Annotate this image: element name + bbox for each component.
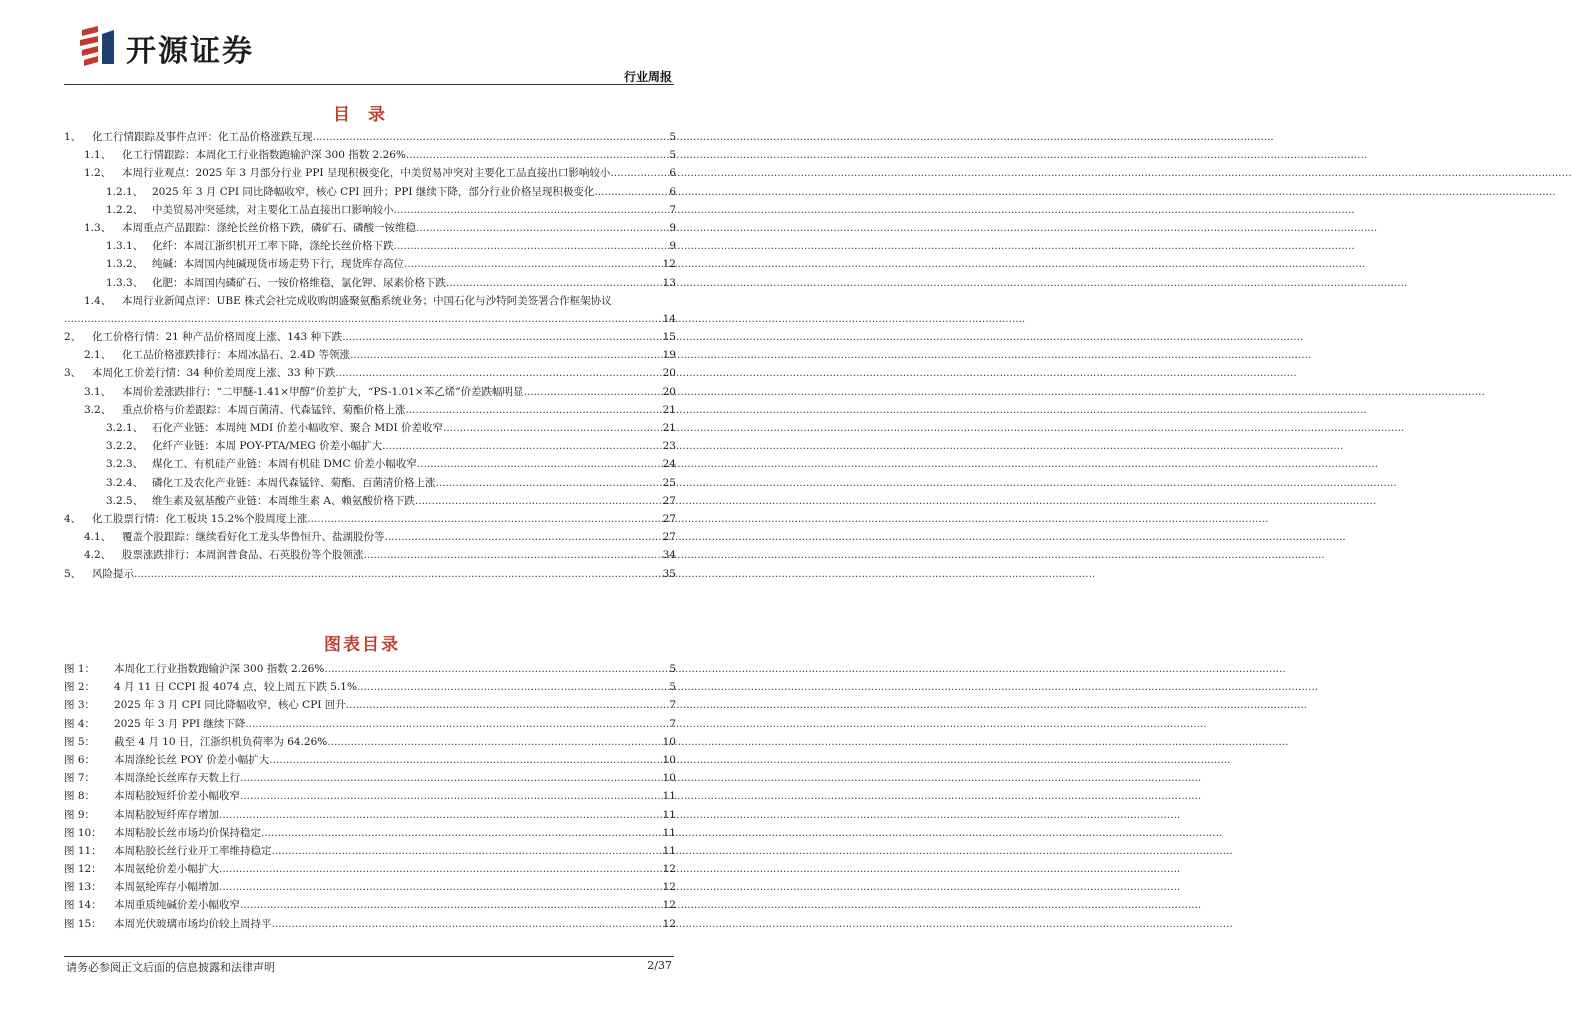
dot-leader [64, 310, 663, 328]
entry-text: 本周行业新闻点评：UBE 株式会社完成收购朗盛聚氨酯系统业务；中国石化与沙特阿美签署合作框架协议 [122, 294, 612, 307]
entry-number: 2.1、 [84, 349, 112, 362]
entry-text: 本周价差涨跌排行：“二甲醚-1.41×甲醇”价差扩大，“PS-1.01×苯乙烯”价差跌幅明显 [122, 385, 524, 398]
entry-number: 3、 [64, 367, 82, 380]
entry-page: 5 [669, 131, 676, 143]
entry-text: 化肥：本周国内磷矿石、一铵价格维稳，氯化钾、尿素价格下跌 [152, 276, 446, 289]
dot-leader [240, 896, 663, 914]
toc-list [64, 128, 676, 583]
dot-leader [357, 678, 669, 696]
entry-page: 10 [662, 753, 676, 766]
entry-number: 1、 [64, 131, 82, 143]
entry-text: 石化产业链：本周纯 MDI 价差小幅收窄、聚合 MDI 价差收窄 [152, 422, 443, 434]
entry-text: 磷化工及农化产业链：本周代森锰锌、菊酯、百菌清价格上涨 [152, 476, 436, 489]
dot-leader [350, 346, 663, 364]
dot-leader [417, 455, 663, 473]
toc-entry[interactable] [64, 510, 676, 528]
footer-divider [64, 956, 674, 957]
entry-text: 维生素及氨基酸产业链：本周维生素 A、赖氨酸价格下跌 [152, 494, 415, 507]
dot-leader [269, 751, 662, 769]
dot-leader [446, 274, 663, 292]
entry-page: 13 [662, 276, 676, 289]
entry-page: 20 [662, 385, 676, 398]
entry-page: 12 [662, 917, 676, 930]
entry-page: 7 [669, 717, 676, 730]
entry-text: 本周化工价差行情：34 种价差周度上涨、33 种下跌 [92, 367, 336, 380]
dot-leader [404, 255, 663, 273]
dot-leader [245, 715, 669, 733]
toc-entry[interactable] [64, 346, 676, 364]
entry-page: 5 [669, 681, 676, 694]
toc-entry[interactable] [64, 492, 676, 510]
entry-page: 14 [662, 312, 676, 325]
toc-entry[interactable] [64, 310, 676, 328]
entry-number: 1.2、 [84, 167, 112, 180]
dot-leader [406, 146, 669, 164]
toc-entry[interactable] [64, 696, 676, 714]
entry-number: 图 11： [64, 844, 102, 857]
report-header [64, 16, 674, 80]
entry-text: 本周粘胶短纤库存增加 [114, 808, 219, 821]
toc-entry[interactable] [64, 751, 676, 769]
toc-entry[interactable] [64, 733, 676, 751]
toc-entry[interactable] [64, 364, 676, 382]
page-number: 2/37 [647, 959, 672, 972]
dot-leader [394, 201, 670, 219]
footer-disclaimer: 请务必参阅正文后面的信息披露和法律声明 [66, 961, 275, 974]
entry-text: 本周化工行业指数跑输沪深 300 指数 2.26% [114, 663, 325, 675]
toc-entry[interactable] [64, 474, 676, 492]
entry-page: 15 [662, 331, 676, 344]
entry-number: 图 9： [64, 808, 96, 821]
entry-text: 2025 年 3 月 PPI 继续下降 [114, 717, 246, 730]
entry-text: 纯碱：本周国内纯碱现货市场走势下行，现货库存高位 [152, 258, 404, 271]
toc-entry[interactable] [64, 164, 676, 182]
dot-leader [219, 878, 663, 896]
toc-entry[interactable] [64, 128, 676, 146]
toc-entry[interactable] [64, 201, 676, 219]
dot-leader [385, 528, 663, 546]
dot-leader [415, 492, 663, 510]
entry-text: 化工行情跟踪：本周化工行业指数跑输沪深 300 指数 2.26% [122, 149, 406, 162]
entry-number: 3.2.5、 [106, 494, 144, 507]
kaiyuan-logo-icon [76, 24, 120, 68]
entry-text: 煤化工、有机硅产业链：本周有机硅 DMC 价差小幅收窄 [152, 458, 417, 471]
entry-number: 3.1、 [84, 385, 112, 398]
entry-page: 12 [662, 881, 676, 894]
entry-page: 21 [662, 403, 676, 416]
entry-number: 3.2.2、 [106, 440, 144, 453]
entry-page: 7 [669, 699, 676, 712]
entry-number: 图 15： [64, 917, 102, 930]
dot-leader [346, 696, 670, 714]
entry-text: 化工品价格涨跌排行：本周冰晶石、2.4D 等领涨 [122, 349, 350, 362]
entry-text: 本周涤纶长丝库存天数上行 [114, 772, 240, 785]
entry-page: 5 [669, 663, 676, 675]
dot-leader [219, 806, 663, 824]
entry-page: 6 [669, 167, 676, 180]
entry-page: 19 [662, 349, 676, 362]
toc-entry[interactable] [64, 565, 676, 583]
entry-number: 1.4、 [84, 294, 112, 307]
dot-leader [382, 437, 663, 455]
dot-leader [327, 733, 662, 751]
entry-number: 图 13： [64, 881, 102, 894]
entry-number: 图 3： [64, 699, 96, 712]
entry-text: 化纤产业链：本周 POY-PTA/MEG 价差小幅扩大 [152, 440, 383, 453]
entry-text: 本周粘胶长丝市场均价保持稳定 [114, 826, 261, 839]
entry-number: 图 10： [64, 826, 102, 839]
toc-entry[interactable] [64, 824, 676, 842]
entry-page: 25 [662, 476, 676, 489]
entry-text: 本周氨纶价差小幅扩大 [114, 863, 219, 876]
entry-page: 11 [662, 844, 676, 857]
entry-page: 11 [662, 790, 676, 803]
dot-leader [134, 565, 663, 583]
entry-page: 27 [662, 512, 676, 525]
entry-text: 本周重点产品跟踪：涤纶长丝价格下跌，磷矿石、磷酸一铵维稳 [122, 221, 416, 234]
dot-leader [313, 128, 670, 146]
dot-leader [219, 860, 663, 878]
entry-number: 4.2、 [84, 549, 112, 562]
entry-number: 5、 [64, 567, 82, 580]
entry-text: 2025 年 3 月 CPI 同比降幅收窄，核心 CPI 回升；PPI 继续下降，部分行业价格呈现积极变化 [152, 185, 595, 198]
entry-number: 1.3.3、 [106, 276, 144, 289]
toc-entry[interactable] [64, 678, 676, 696]
dot-leader [364, 546, 663, 564]
header-divider [64, 84, 674, 85]
entry-page: 12 [662, 258, 676, 271]
dot-leader [307, 510, 662, 528]
dot-leader [406, 401, 663, 419]
dot-leader [335, 364, 662, 382]
toc-entry[interactable] [64, 915, 676, 933]
entry-page: 23 [662, 440, 676, 453]
entry-text: 本周行业观点：2025 年 3 月部分行业 PPI 呈现积极变化，中美贸易冲突对主要化工品直接出口影响较小 [122, 167, 611, 180]
entry-text: 化工股票行情：化工板块 15.2%个股周度上涨 [92, 512, 308, 525]
entry-number: 1.3.1、 [106, 240, 144, 253]
entry-text: 本周重质纯碱价差小幅收窄 [114, 899, 240, 912]
entry-number: 1.1、 [84, 149, 112, 162]
entry-text: 4 月 11 日 CCPI 报 4074 点，较上周五下跌 5.1% [114, 681, 357, 694]
toc-entry[interactable] [64, 401, 676, 419]
entry-number: 3.2.4、 [106, 476, 144, 489]
dot-leader [240, 787, 663, 805]
entry-page: 20 [662, 367, 676, 380]
dot-leader [594, 183, 669, 201]
entry-text: 重点价格与价差跟踪：本周百菌清、代森锰锌、菊酯价格上涨 [122, 403, 406, 416]
entry-number: 1.3.2、 [106, 258, 144, 271]
dot-leader [524, 383, 663, 401]
entry-text: 化工行情跟踪及事件点评：化工品价格涨跌互现 [92, 131, 313, 143]
entry-text: 风险提示 [92, 567, 134, 580]
entry-number: 图 1： [64, 663, 96, 675]
toc-entry[interactable] [64, 455, 676, 473]
entry-text: 化纤：本周江浙织机开工率下降，涤纶长丝价格下跌 [152, 240, 394, 253]
figures-title: 图表目录 [324, 635, 400, 655]
entry-number: 3.2.3、 [106, 458, 144, 471]
toc-entry[interactable] [64, 237, 676, 255]
entry-text: 覆盖个股跟踪：继续看好化工龙头华鲁恒升、盐湖股份等 [122, 531, 385, 544]
entry-text: 中美贸易冲突延续，对主要化工品直接出口影响较小 [152, 203, 394, 216]
dot-leader [436, 474, 663, 492]
entry-number: 图 8： [64, 790, 96, 803]
dot-leader [443, 419, 663, 437]
entry-text: 本周氨纶库存小幅增加 [114, 881, 219, 894]
dot-leader [261, 824, 663, 842]
entry-page: 35 [662, 567, 676, 580]
entry-page: 9 [669, 240, 676, 253]
entry-number: 图 2： [64, 681, 96, 694]
toc-entry[interactable] [64, 419, 676, 437]
entry-number: 图 5： [64, 735, 96, 748]
entry-number: 图 12： [64, 863, 102, 876]
toc-entry[interactable] [64, 219, 676, 237]
toc-entry[interactable] [64, 842, 676, 860]
entry-page: 24 [662, 458, 676, 471]
entry-page: 10 [662, 772, 676, 785]
entry-number: 图 7： [64, 772, 96, 785]
entry-page: 11 [662, 808, 676, 821]
entry-text: 本周粘胶长丝行业开工率维持稳定 [114, 844, 272, 857]
entry-number: 图 4： [64, 717, 96, 730]
toc-entry[interactable] [64, 437, 676, 455]
entry-number: 4.1、 [84, 531, 112, 544]
toc-entry[interactable] [64, 787, 676, 805]
entry-text: 本周光伏玻璃市场均价较上周持平 [114, 917, 272, 930]
dot-leader [324, 660, 669, 678]
brand-name: 开源证券 [126, 34, 254, 69]
entry-page: 12 [662, 899, 676, 912]
entry-number: 1.2.2、 [106, 203, 144, 216]
entry-number: 2、 [64, 331, 82, 344]
dot-leader [342, 328, 663, 346]
entry-page: 34 [662, 549, 676, 562]
dot-leader [610, 164, 669, 182]
entry-page: 5 [669, 149, 676, 162]
entry-page: 27 [662, 531, 676, 544]
entry-page: 9 [669, 221, 676, 234]
toc-entry[interactable] [64, 878, 676, 896]
dot-leader [240, 769, 663, 787]
toc-entry[interactable] [64, 328, 676, 346]
entry-page: 12 [662, 863, 676, 876]
toc-entry[interactable] [64, 255, 676, 273]
toc-title: 目 录 [333, 105, 391, 125]
entry-number: 1.2.1、 [106, 185, 144, 198]
report-type: 行业周报 [623, 70, 672, 84]
toc-entry[interactable] [64, 546, 676, 564]
dot-leader [394, 237, 670, 255]
figures-list [64, 660, 676, 933]
toc-entry[interactable] [64, 292, 676, 310]
entry-text: 截至 4 月 10 日，江浙织机负荷率为 64.26% [114, 735, 328, 748]
toc-entry[interactable] [64, 660, 676, 678]
entry-page: 11 [662, 826, 676, 839]
entry-page: 27 [662, 494, 676, 507]
toc-entry[interactable] [64, 528, 676, 546]
entry-page: 6 [669, 185, 676, 198]
entry-text: 化工价格行情：21 种产品价格周度上涨、143 种下跌 [92, 331, 343, 344]
entry-page: 10 [662, 735, 676, 748]
entry-number: 图 6： [64, 753, 96, 766]
entry-text: 本周粘胶短纤价差小幅收窄 [114, 790, 240, 803]
entry-number: 4、 [64, 512, 82, 525]
toc-entry[interactable] [64, 383, 676, 401]
entry-text: 本周涤纶长丝 POY 价差小幅扩大 [114, 753, 270, 766]
entry-number: 1.3、 [84, 221, 112, 234]
dot-leader [272, 915, 663, 933]
entry-page: 21 [662, 422, 676, 434]
toc-entry[interactable] [64, 715, 676, 733]
toc-entry[interactable] [64, 769, 676, 787]
toc-entry[interactable] [64, 274, 676, 292]
toc-entry[interactable] [64, 860, 676, 878]
toc-entry[interactable] [64, 146, 676, 164]
entry-text: 2025 年 3 月 CPI 同比降幅收窄，核心 CPI 回升 [114, 699, 346, 712]
toc-entry[interactable] [64, 896, 676, 914]
entry-text: 股票涨跌排行：本周润普食品、石英股份等个股领涨 [122, 549, 364, 562]
toc-entry[interactable] [64, 183, 676, 201]
entry-number: 3.2.1、 [106, 422, 144, 434]
entry-page: 7 [669, 203, 676, 216]
dot-leader [272, 842, 663, 860]
toc-entry[interactable] [64, 806, 676, 824]
entry-number: 图 14： [64, 899, 102, 912]
dot-leader [416, 219, 669, 237]
entry-number: 3.2、 [84, 403, 112, 416]
